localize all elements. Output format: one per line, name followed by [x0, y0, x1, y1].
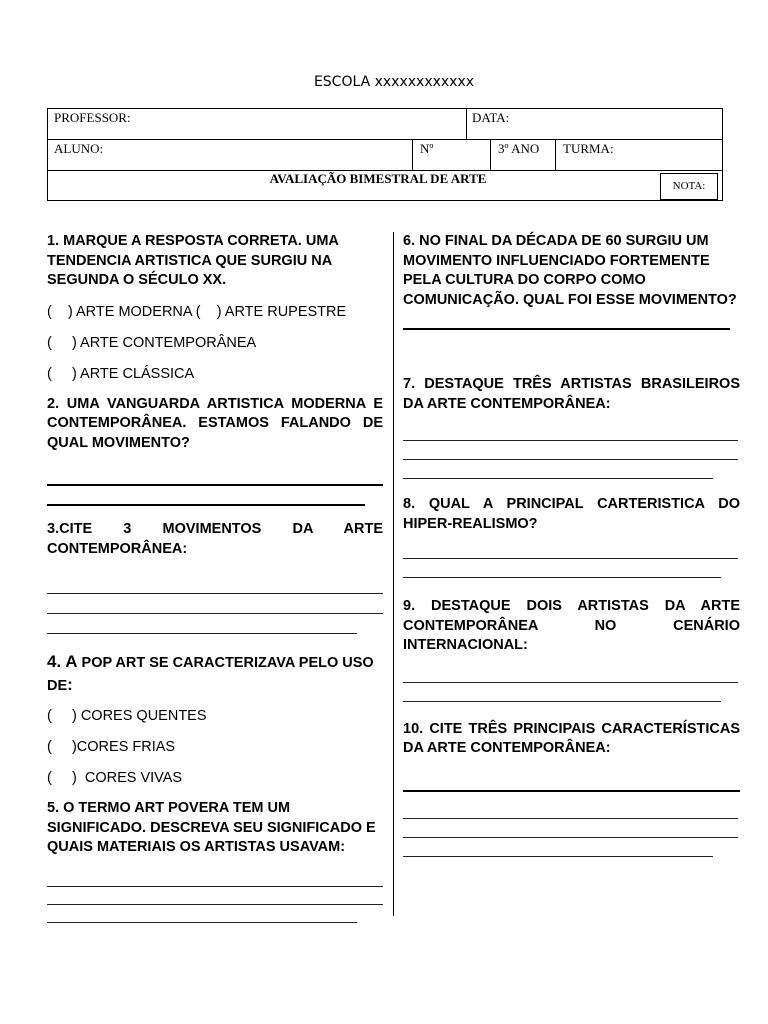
q1-option-2[interactable]: ( ) ARTE CONTEMPORÂNEA — [47, 334, 257, 351]
question-1: 1. MARQUE A RESPOSTA CORRETA. UMA TENDENCIA ARTISTICA QUE SURGIU NA SEGUNDA O SÉCULO XX. — [47, 233, 339, 288]
right-column — [403, 232, 740, 857]
exam-title: AVALIAÇÃO BIMESTRAL DE ARTE — [269, 171, 487, 186]
class-field[interactable]: TURMA: — [563, 141, 614, 156]
answer-line[interactable] — [47, 633, 357, 634]
answer-line[interactable] — [403, 459, 738, 460]
header-col-divider — [490, 139, 491, 170]
question-3-text: 3.CITE 3 MOVIMENTOS DA ARTE CONTEMPORÂNEA: — [47, 521, 383, 557]
q1-option-1[interactable]: ( ) ARTE MODERNA ( ) ARTE RUPESTRE — [47, 303, 347, 320]
question-4 — [47, 651, 383, 697]
date-field[interactable]: DATA: — [472, 110, 510, 125]
answer-line[interactable] — [403, 682, 738, 683]
question-4-number: 4. — [47, 652, 62, 671]
q4-option-1[interactable]: ( ) CORES QUENTES — [47, 708, 207, 724]
answer-line[interactable] — [403, 818, 738, 819]
grade-box[interactable]: NOTA: — [660, 173, 718, 200]
question-3 — [47, 520, 383, 559]
answer-line[interactable] — [403, 558, 738, 559]
q4-option-2[interactable]: ( )CORES FRIAS — [47, 739, 176, 755]
left-column — [47, 232, 383, 923]
header-row-divider — [48, 139, 722, 140]
answer-line[interactable] — [403, 328, 730, 330]
answer-line[interactable] — [403, 701, 721, 702]
answer-line[interactable] — [47, 484, 383, 486]
answer-line[interactable] — [403, 478, 713, 479]
header-table — [47, 108, 723, 201]
q4-option-3[interactable]: ( ) CORES VIVAS — [47, 770, 183, 786]
question-7: 7. DESTAQUE TRÊS ARTISTAS BRASILEIROS DA ARTE CONTEMPORÂNEA: — [403, 376, 740, 412]
school-name: ESCOLA xxxxxxxxxxxx — [313, 74, 475, 90]
student-field[interactable]: ALUNO: — [54, 141, 104, 156]
column-divider — [393, 232, 394, 916]
header-col-divider — [466, 109, 467, 139]
answer-line[interactable] — [403, 440, 738, 441]
question-8: 8. QUAL A PRINCIPAL CARTERISTICA DO HIPER-REALISMO? — [403, 496, 740, 532]
answer-line[interactable] — [47, 886, 383, 887]
answer-line[interactable] — [403, 577, 721, 578]
answer-line[interactable] — [47, 904, 383, 905]
header-col-divider — [555, 139, 556, 170]
answer-line[interactable] — [47, 504, 365, 506]
question-2: 2. UMA VANGUARDA ARTISTICA MODERNA E CONTEMPORÂNEA. ESTAMOS FALANDO DE QUAL MOVIMENTO? — [47, 395, 383, 451]
answer-line[interactable] — [47, 922, 357, 923]
year-label: 3º ANO — [498, 141, 540, 156]
question-9: 9. DESTAQUE DOIS ARTISTAS DA ARTE CONTEMPORÂNEA NO CENÁRIO INTERNACIONAL: — [403, 598, 740, 653]
question-6: 6. NO FINAL DA DÉCADA DE 60 SURGIU UM MOVIMENTO INFLUENCIADO FORTEMENTE PELA CULTURA DO CORPO COMO COMUNICAÇÃO. QUAL FOI ESSE MOVIMENTO? — [403, 233, 737, 308]
question-4-colon: : — [67, 675, 73, 694]
q1-option-3[interactable]: ( ) ARTE CLÁSSICA — [47, 365, 195, 382]
answer-line[interactable] — [403, 837, 738, 838]
answer-line[interactable] — [403, 856, 713, 857]
header-col-divider — [412, 139, 413, 170]
answer-line[interactable] — [47, 613, 383, 614]
question-4-text: POP ART SE CARACTERIZAVA PELO USO DE — [47, 655, 374, 694]
question-10: 10. CITE TRÊS PRINCIPAIS CARACTERÍSTICAS DA ARTE CONTEMPORÂNEA: — [403, 720, 740, 756]
question-5: 5. O TERMO ART POVERA TEM UM SIGNIFICADO. DESCREVA SEU SIGNIFICADO E QUAIS MATERIAIS OS ARTISTAS USAVAM: — [47, 800, 376, 855]
professor-field[interactable]: PROFESSOR: — [54, 110, 131, 125]
answer-line[interactable] — [403, 790, 740, 792]
number-field[interactable]: Nº — [420, 141, 434, 156]
question-4-lead: A — [65, 652, 78, 671]
answer-line[interactable] — [47, 593, 383, 594]
